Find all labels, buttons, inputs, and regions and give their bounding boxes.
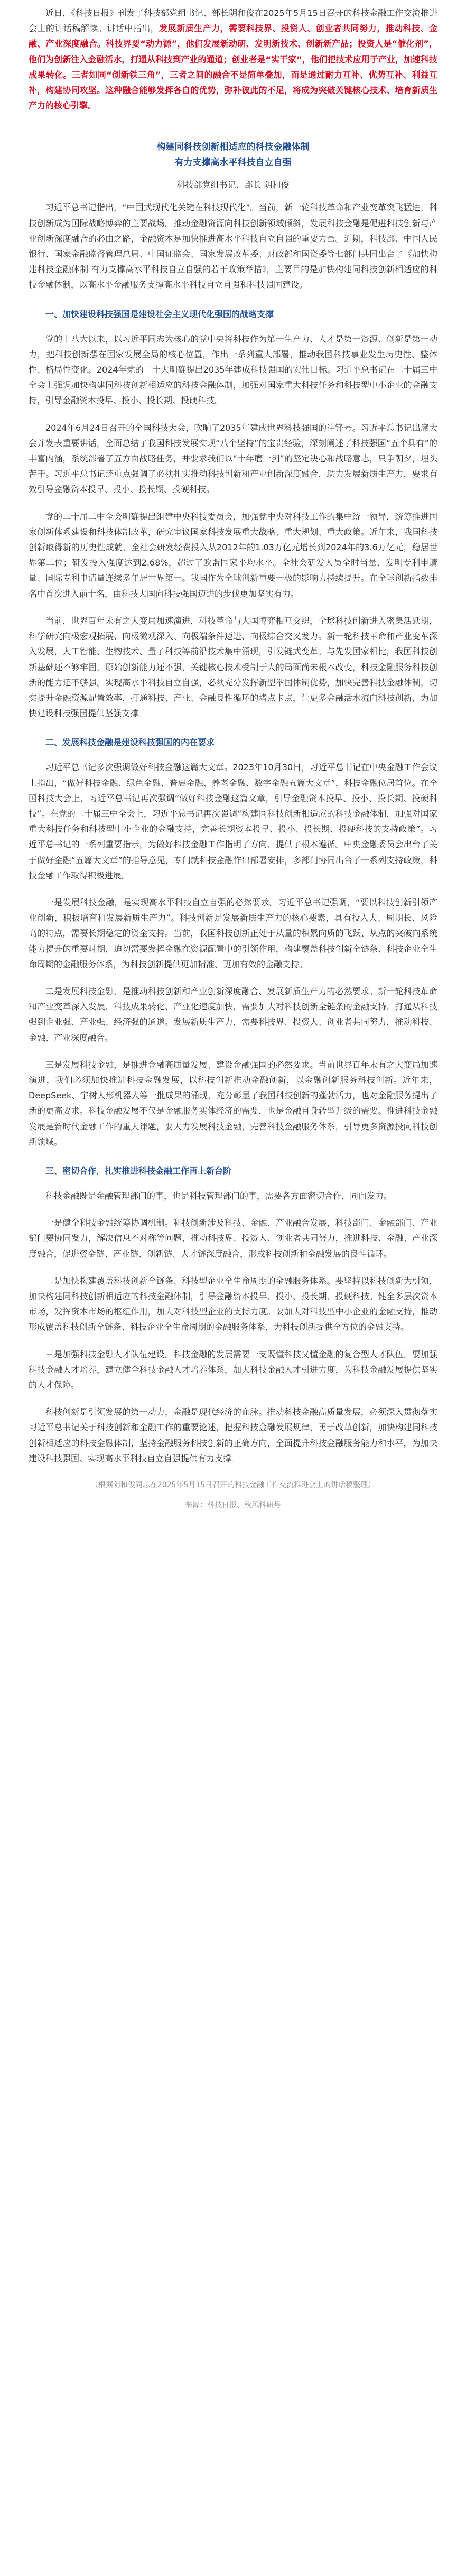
article-title (29, 139, 437, 171)
paragraph: 科技金融既是金融管理部门的事，也是科技管理部门的事，需要各方面密切合作，同向发力。 (45, 1190, 393, 1201)
paragraph: 党的十八大以来，以习近平同志为核心的党中央将科技作为第一生产力、人才是第一资源、创新是第一动力，把科技创新摆在国家发展全局的核心位置，作出一系列重大部署，推动我国科技事业发生历史性、整体性、格局性变化。2024年党的二十大明确提出2035年建成科技强国的宏伟目标。习近平总书记在二十届三中全会上强调加快构建同科技创新相适应的科技金融体制，加强对国家重大科技任务和科技型中小企业的金融支持，引导金融资本投早、投小、投长期、投硬科技。 (29, 333, 437, 406)
paragraph: 一是发展科技金融，是实现高水平科技自立自强的必然要求。习近平总书记强调，“要以科技创新引领产业创新，积极培育和发展新质生产力”。科技创新是发展新质生产力的核心要素，具有投入大、周期长、风险高的特点，需要长期稳定的资金支持。当前，我国科技创新正处于从量的积累向质的飞跃、从点的突破向系统能力提升的重要时期，迫切需要发挥金融在资源配置中的引领作用，构建覆盖科技创新全链条、科技企业全生命周期的金融服务体系，为科技创新提供更加精准、更加有效的金融支持。 (29, 897, 437, 969)
article-title-line-1: 构建同科技创新相适应的科技金融体制 (156, 142, 310, 153)
paragraph-text: 二是发展科技金融，是推动科技创新和产业创新深度融合、发展新质生产力的必然要求。新一轮科技革命和产业变革深入发展，科技成果转化、产业化速度加快，需要加大对科技创新全链条的金融支持，打通从科技强到企业强、产业强、经济强的通道。发展新质生产力，需要科技界、投资人、创业者共同努力，推动科技、金融、产业深度融合。 (29, 986, 437, 1043)
paragraph: 习近平总书记多次强调做好科技金融这篇大文章。2023年10月30日，习近平总书记在中央金融工作会议上指出，“做好科技金融、绿色金融、普惠金融、养老金融、数字金融五篇大文章”，科技金融位居首位。在全国科技大会上，习近平总书记再次强调“做好科技金融这篇文章，引导金融资本投早、投小、投长期、投硬科技”。在党的二十届三中全会上，习近平总书记再次强调“构建同科技创新相适应的科技金融体制，加强对国家重大科技任务和科技型中小企业的金融支持，完善长期资本投早、投小、投长期、投硬科技的支持政策”。习近平总书记的一系列重要指示，为做好科技金融工作指明了方向、提供了根本遵循。中央金融委员会出台了关于做好金融“五篇大文章”的指导意见，专门就科技金融作出部署安排，多部门协同出台了一系列支持政策，科技金融工作取得积极进展。 (29, 762, 437, 881)
section-heading-2: 二、发展科技金融是建设科技强国的内在要求 (45, 737, 215, 748)
paragraph: 2024年6月24日召开的全国科技大会，吹响了2035年建成世界科技强国的冲锋号。习近平总书记出席大会并发表重要讲话，全面总结了我国科技发展实现“八个坚持”的宝贵经验，深刻阐述了科技强国“五个具有”的丰富内涵，系统部署了五方面战略任务，并要求我们以“十年磨一剑”的坚定决心和战略意志，只争朝夕，埋头苦干。习近平总书记还重点强调了必须扎实推动科技创新和产业创新深度融合，助力发展新质生产力，要求有效引导金融资本投早、投小、投长期、投硬科技。 (29, 422, 437, 495)
paragraph: 习近平总书记指出，“中国式现代化关键在科技现代化”。当前，新一轮科技革命和产业变革突飞猛进，科技创新成为国际战略博弈的主要战场。推动金融资源向科技创新领域倾斜，发展科技金融是促进科技创新与产业创新深度融合的必由之路，金融资本是加快推进高水平科技自立自强的重要力量。近期，科技部、中国人民银行、国家金融监督管理总局、中国证监会、国家发展改革委、财政部和国资委等七部门共同出台了《加快构建科技金融体制 有力支撑高水平科技自立自强的若干政策举措》，主要目的是加快构建同科技创新相适应的科技金融体制，以高水平金融服务支撑高水平科技自立自强和科技强国建设。 (29, 202, 437, 290)
section-heading-1: 一、加快建设科技强国是建设社会主义现代化强国的战略支撑 (45, 309, 274, 319)
paragraph: 二是加快构建覆盖科技创新全链条、科技型企业全生命周期的金融服务体系。要坚持以科技创新为引领，加快构建同科技创新相适应的科技金融体制，引导金融资本投早、投小、投长期、投硬科技。健全多层次资本市场，发挥资本市场的枢纽作用，加大对科技型企业的支持力度。要加大对科技型中小企业的金融支持，推动形成覆盖科技创新全链条、科技企业全生命周期的金融服务体系，为科技创新提供全方位的金融支持。 (29, 1275, 437, 1332)
paragraph-highlighted (29, 984, 437, 1045)
paragraph: 三是发展科技金融，是推进金融高质量发展、建设金融强国的必然要求。当前世界百年未有之大变局加速演进，我们必须加快推进科技金融发展，以科技创新推动金融创新，以金融创新服务科技创新。近年来，DeepSeek、宇树人形机器人等一批成果的涌现，充分彰显了我国科技创新的蓬勃活力，也对金融服务提出了新的更高要求。科技金融发展不仅是金融服务实体经济的需要，也是金融自身转型升级的需要。推进科技金融发展是新时代金融工作的重大课题，要大力发展科技金融，完善科技金融服务体系，引导更多资源投向科技创新领域。 (29, 1059, 437, 1147)
article-author: 科技部党组书记、部长 阴和俊 (176, 180, 290, 190)
intro-highlight: 发展新质生产力，需要科技界、投资人、创业者共同努力，推动科技、金融、产业深度融合。科技界要“动力源”，他们发展新动研、发明新技术、创新新产品；投资人是“催化剂”，他们为创新注入金融活水，打通从科技到产业的通道；创业者是“实干家”，他们把技术应用于产业，加速科技成果转化。三者如同“创新铁三角”，三者之间的融合不是简单叠加，而是通过耐力互补、优势互补、利益互补，构建协同攻坚。这种融合能够发挥各自的优势，弥补彼此的不足，将成为突破关键核心技术、培育新质生产力的核心引擎。 (29, 23, 437, 111)
paragraph: 三是加强科技金融人才队伍建设。科技金融的发展需要一支既懂科技又懂金融的复合型人才队伍。要加强科技金融人才培养，建立健全科技金融人才培养体系，加大科技金融人才引进力度，为科技金融发展提供坚实的人才保障。 (29, 1349, 437, 1391)
paragraph: 科技创新是引领发展的第一动力，金融是现代经济的血脉。推动科技金融高质量发展，必须深入贯彻落实习近平总书记关于科技创新和金融工作的重要论述，把握科技金融发展规律，勇于改革创新，加快构建同科技创新相适应的科技金融体制，坚持金融服务科技创新的正确方向，全面提升科技金融服务能力和水平，为加快建设科技强国、实现高水平科技自立自强提供有力支撑。 (29, 1407, 437, 1463)
article-title-line-2: 有力支撑高水平科技自立自强 (174, 157, 292, 169)
paragraph: 当前，世界百年未有之大变局加速演进，科技革命与大国博弈相互交织，全球科技创新进入密集活跃期，科学研究向极宏观拓展、向极微观深入、向极端条件迈进、向极综合交叉发力。新一轮科技革命和产业变革深入发展，人工智能、生物技术、量子科技等前沿技术集中涌现，引发链式变革。与先发国家相比，我国科技创新基础还不够牢固，原始创新能力还不强，关键核心技术受制于人的局面尚未根本改变，科技金融服务科技创新的能力还不够强。实现高水平科技自立自强，必须充分发挥新型举国体制优势，加快完善科技金融体制，切实提升金融资源配置效率，打通科技、产业、金融良性循环的堵点卡点，让更多金融活水流向科技创新，为加快建设科技强国提供坚强支撑。 (29, 615, 437, 719)
source-credit: 来源：科技日报、秋风科研号 (185, 1501, 281, 1510)
section-heading-3: 三、密切合作，扎实推进科技金融工作再上新台阶 (45, 1165, 232, 1176)
intro-text: 近日，《科技日报》刊发了科技部党组书记、部长阴和俊在2025年5月15日召开的科技金融工作交流推进会上的讲话稿解读。讲话中指出， (29, 8, 437, 34)
source-note: （根据阴和俊同志在2025年5月15日召开的科技金融工作交流推进会上的讲话稿整理） (90, 1481, 376, 1490)
paragraph: 一是健全科技金融统筹协调机制。科技创新涉及科技、金融、产业融合发展，科技部门、金融部门、产业部门要协同发力，解决信息不对称等问题，推动科技界、投资人、创业者共同努力，推进科技、金融、产业深度融合，促进资金链、产业链、创新链、人才链深度融合，形成科技创新和金融发展的良性循环。 (29, 1218, 437, 1259)
paragraph: 党的二十届二中全会明确提出组建中央科技委员会，加强党中央对科技工作的集中统一领导，统筹推进国家创新体系建设和科技体制改革，研究审议国家科技发展重大战略、重大规划、重大政策。近年来，我国科技创新取得新的历史性成就，全社会研发经费投入从2012年的1.03万亿元增长到2024年的3.6万亿元，稳居世界第二位；研发投入强度达到2.68%，超过了欧盟国家平均水平。全社会研发人员全时当量、发明专利申请量、国际专利申请量连续多年居世界第一。我国作为全球创新重要一极的影响力持续提升。在全球创新指数排名中首次进入前十名，由科技大国向科技强国迈进的步伐更加坚实有力。 (29, 511, 437, 599)
intro-paragraph (29, 5, 437, 113)
